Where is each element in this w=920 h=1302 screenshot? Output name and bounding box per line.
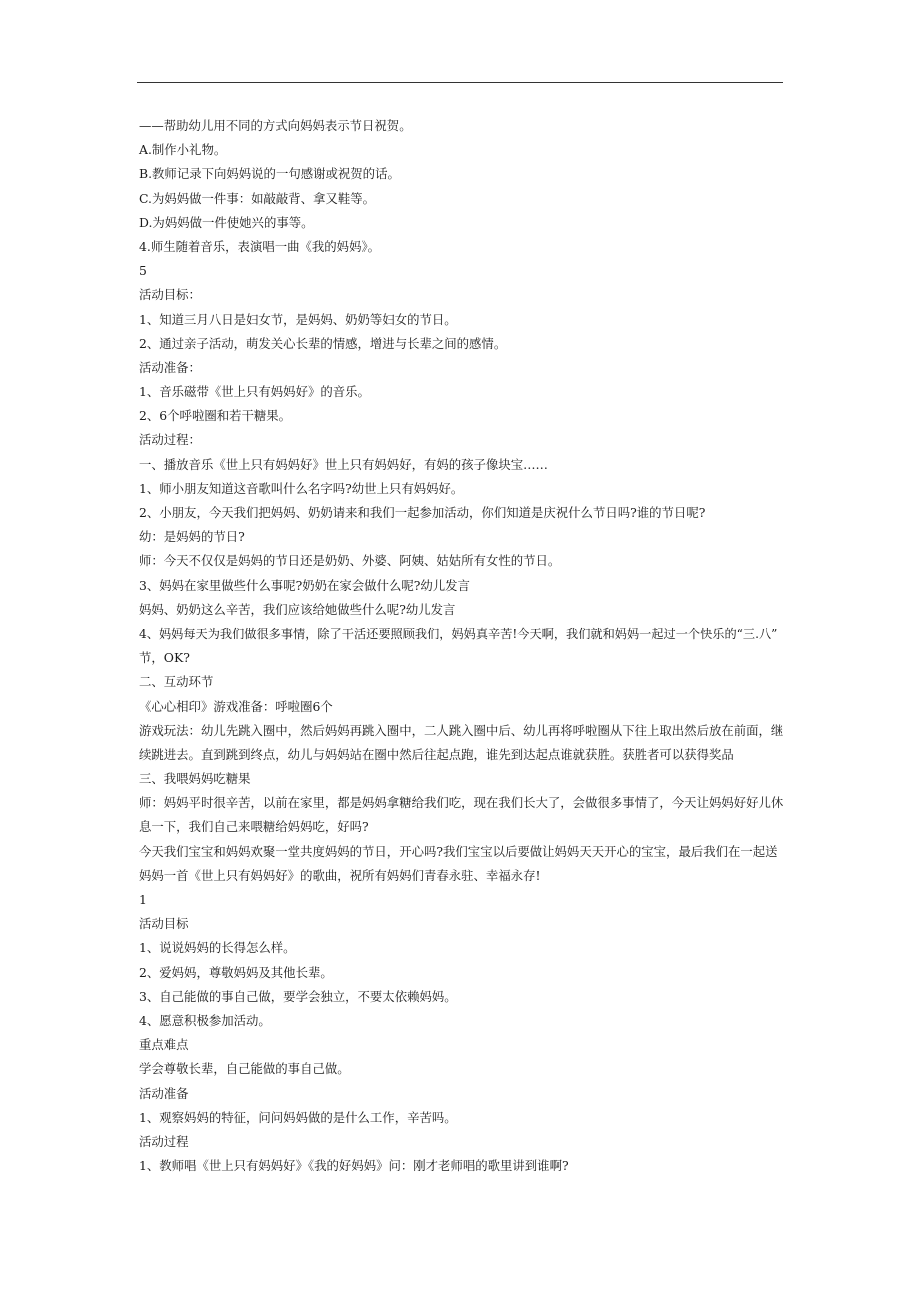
text-line: 一、播放音乐《世上只有妈妈好》世上只有妈妈好，有妈的孩子像块宝…… [139, 456, 548, 472]
text-line: 游戏玩法：幼儿先跳入圈中，然后妈妈再跳入圈中，二人跳入圈中后、幼儿再将呼啦圈从下往上取出然后放在前面，继 [139, 722, 784, 738]
section-heading: 活动准备： [139, 359, 201, 375]
section-heading: 活动目标 [139, 916, 189, 932]
text-line: 幼：是妈妈的节日? [139, 529, 245, 545]
text-line: ——帮助幼儿用不同的方式向妈妈表示节日祝贺。 [139, 118, 412, 133]
header-rule [137, 82, 783, 83]
text-line: 今天我们宝宝和妈妈欢聚一堂共度妈妈的节日，开心吗?我们宝宝以后要做让妈妈天天开心的宝宝，最后我们在一起送 [139, 843, 778, 859]
text-line: 1、观察妈妈的特征，问问妈妈做的是什么工作，辛苦吗。 [139, 1109, 457, 1125]
text-line: 1、说说妈妈的长得怎么样。 [139, 940, 296, 956]
text-line: 1、知道三月八日是妇女节，是妈妈、奶奶等妇女的节日。 [139, 311, 457, 327]
section-heading: 三、我喂妈妈吃糖果 [139, 771, 251, 787]
section-heading: 重点难点 [139, 1037, 189, 1053]
text-line: 师：今天不仅仅是妈妈的节日还是奶奶、外婆、阿姨、姑姑所有女性的节日。 [139, 553, 561, 569]
document-body [139, 114, 785, 1178]
section-heading: 活动过程 [139, 1133, 189, 1149]
text-line: 2、爱妈妈，尊敬妈妈及其他长辈。 [139, 964, 333, 980]
text-line: 1、师小朋友知道这音歌叫什么名字吗?幼世上只有妈妈好。 [139, 480, 464, 496]
section-heading: 二、互动环节 [139, 674, 214, 690]
text-line: 息一下，我们自己来喂糖给妈妈吃，好吗? [139, 819, 369, 835]
text-line: 《心心相印》游戏准备：呼啦圈6个 [139, 698, 333, 714]
text-line: B.教师记录下向妈妈说的一句感谢或祝贺的话。 [139, 166, 400, 182]
text-line: 1、音乐磁带《世上只有妈妈好》的音乐。 [139, 384, 370, 400]
text-line: 1、教师唱《世上只有妈妈好》《我的好妈妈》问：刚才老师唱的歌里讲到谁啊? [139, 1158, 569, 1174]
text-line: 学会尊敬长辈，自己能做的事自己做。 [139, 1061, 350, 1077]
text-line: 2、通过亲子活动，萌发关心长辈的情感，增进与长辈之间的感情。 [139, 335, 507, 351]
section-heading: 活动准备 [139, 1085, 189, 1101]
text-line: 3、妈妈在家里做些什么事呢?奶奶在家会做什么呢?幼儿发言 [139, 577, 470, 593]
text-line: 4、愿意积极参加活动。 [139, 1012, 271, 1028]
text-line: 续跳进去。直到跳到终点，幼儿与妈妈站在圈中然后往起点跑，谁先到达起点谁就获胜。获胜者可以获得奖品 [139, 746, 734, 762]
text-line: 4、妈妈每天为我们做很多事情，除了干活还要照顾我们，妈妈真辛苦!今天啊，我们就和妈妈一起过一个快乐的“三.八” [139, 626, 778, 641]
text-line: 3、自己能做的事自己做，要学会独立，不要太依赖妈妈。 [139, 988, 457, 1004]
text-line: 节，OK? [139, 650, 190, 666]
text-line: A.制作小礼物。 [139, 142, 227, 158]
section-number: 1 [139, 892, 147, 907]
text-line: C.为妈妈做一件事：如敲敲背、拿又鞋等。 [139, 190, 376, 206]
text-line: D.为妈妈做一件使她兴的事等。 [139, 214, 314, 230]
text-line: 2、小朋友，今天我们把妈妈、奶奶请来和我们一起参加活动，你们知道是庆祝什么节日吗?谁的节日呢? [139, 505, 706, 520]
section-number: 5 [139, 263, 147, 279]
section-heading: 活动目标： [139, 287, 201, 303]
text-line: 妈妈一首《世上只有妈妈好》的歌曲，祝所有妈妈们青春永驻、幸福永存! [139, 867, 541, 883]
section-heading: 活动过程： [139, 432, 201, 448]
text-line: 4.师生随着音乐，表演唱一曲《我的妈妈》。 [139, 238, 381, 254]
text-line: 妈妈、奶奶这么辛苦，我们应该给她做些什么呢?幼儿发言 [139, 601, 456, 617]
text-line: 师：妈妈平时很辛苦，以前在家里，都是妈妈拿糖给我们吃，现在我们长大了，会做很多事情了，今天让妈妈好好儿休 [139, 795, 784, 811]
text-line: 2、6个呼啦圈和若干糖果。 [139, 408, 292, 424]
